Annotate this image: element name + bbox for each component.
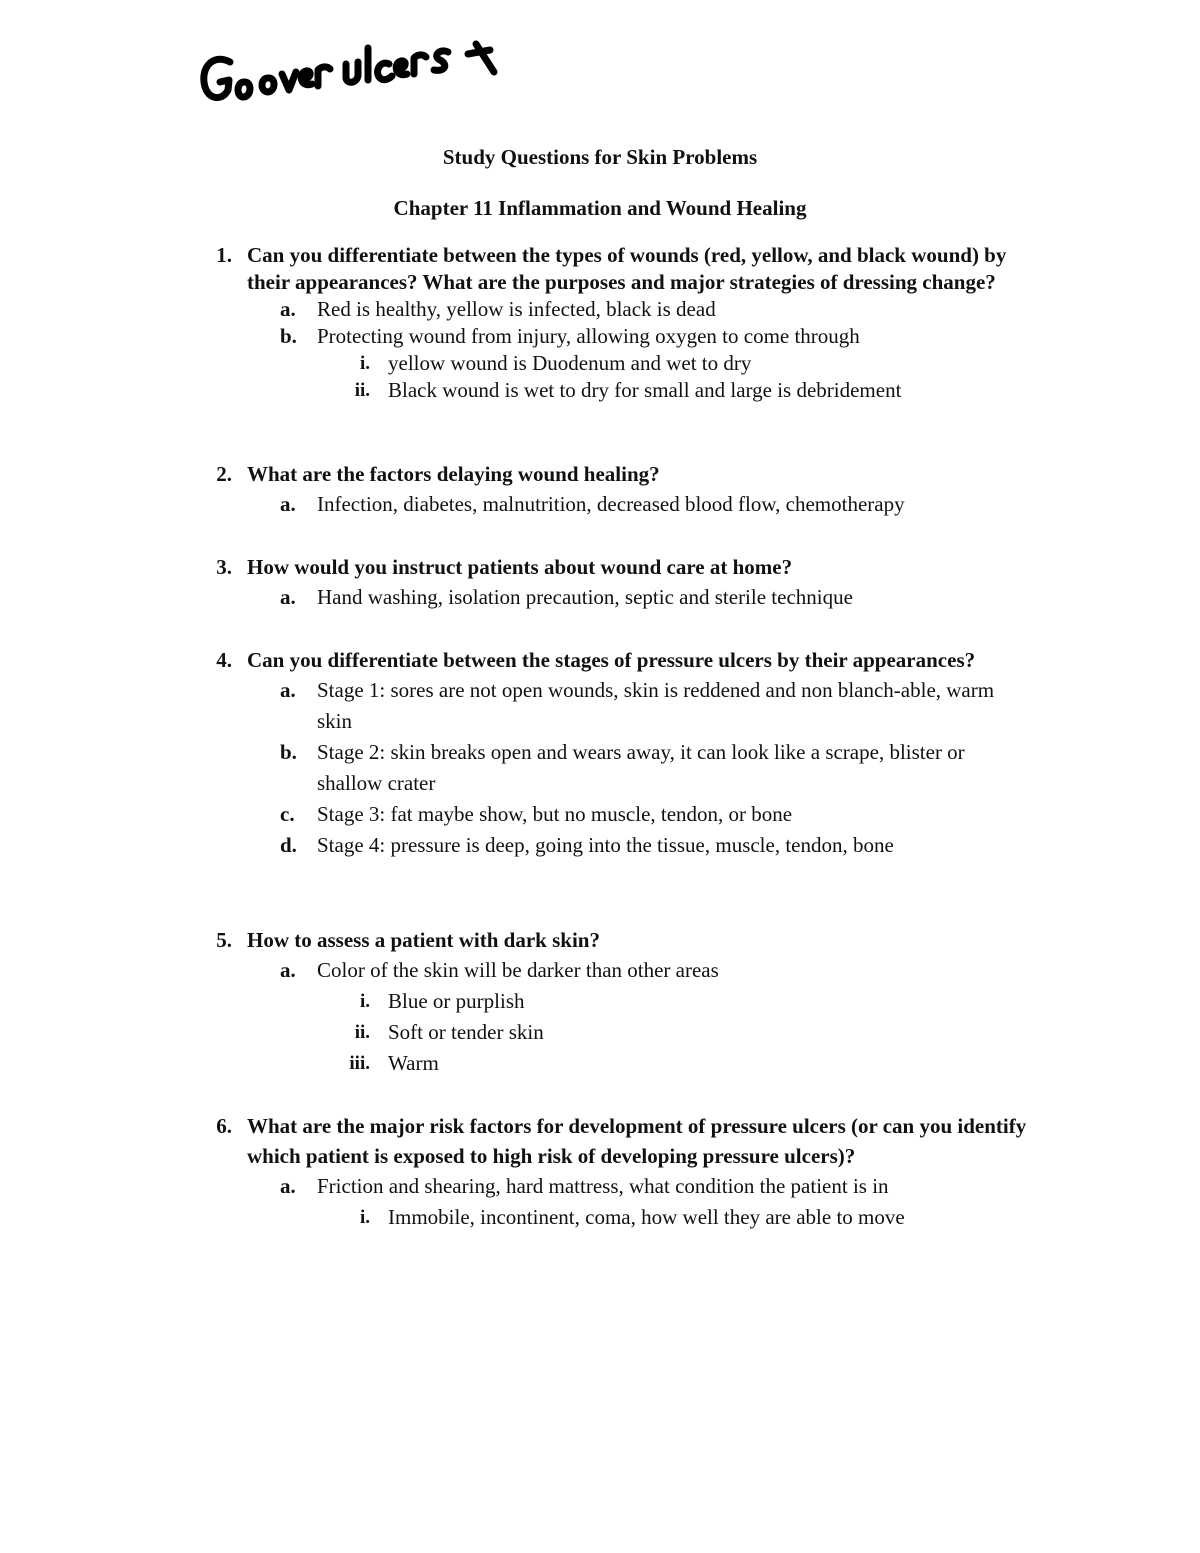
question-number: 4. [216,648,232,672]
answer-text: Stage 3: fat maybe show, but no muscle, tendon, or bone [317,802,793,826]
question-4 [204,645,1034,861]
question-5 [204,925,1034,1079]
answer-text: Color of the skin will be darker than other areas [317,958,719,982]
answer-item [204,799,1034,830]
answer-text: Stage 1: sores are not open wounds, skin is reddened and non blanch-able, warm skin [317,678,995,733]
sub-answer-label: ii. [354,1022,370,1043]
sub-answer-label: i. [359,991,370,1012]
question-text: 2. What are the factors delaying wound healing? [204,459,1034,489]
question-text: 4. Can you differentiate between the stages of pressure ulcers by their appearances? [204,645,1034,675]
answer-label: a. [280,297,296,321]
question-text: 5. How to assess a patient with dark skin? [204,925,1034,955]
question-number: 3. [216,555,232,579]
answer-label: a. [280,678,296,702]
answer-item [204,675,1034,737]
answer-label: a. [280,492,296,516]
answer-label: a. [280,585,296,609]
sub-answer-text: Black wound is wet to dry for small and large is debridement [388,378,902,402]
answer-label: d. [280,833,297,857]
sub-answer-text: Immobile, incontinent, coma, how well they are able to move [388,1205,905,1229]
question-number: 2. [216,462,232,486]
answer-text: Stage 4: pressure is deep, going into the tissue, muscle, tendon, bone [317,833,894,857]
question-6 [204,1111,1034,1233]
answer-label: a. [280,958,296,982]
answer-item [204,296,1034,323]
question-number: 1. [216,243,232,267]
question-text: 3. How would you instruct patients about wound care at home? [204,552,1034,582]
answer-item [204,489,1034,520]
question-3 [204,552,1034,613]
answer-item [204,737,1034,799]
question-text: 1. Can you differentiate between the types of wounds (red, yellow, and black wound) by their appearances? What are the purposes and major strategies of dressing change? [204,242,1034,296]
handwritten-note [196,34,516,114]
answer-label: a. [280,1174,296,1198]
answer-text: Infection, diabetes, malnutrition, decreased blood flow, chemotherapy [317,492,905,516]
answer-label: c. [280,802,295,826]
sub-answer-text: Warm [388,1051,439,1075]
sub-answer-item [204,1048,1034,1079]
answer-item [204,830,1034,861]
answer-item [204,955,1034,986]
sub-answer-text: Soft or tender skin [388,1020,544,1044]
question-text: 6. What are the major risk factors for development of pressure ulcers (or can you identify which patient is exposed to high risk of developing pressure ulcers)? [204,1111,1034,1171]
answer-item [204,323,1034,350]
sub-answer-item [204,350,1034,377]
answer-item [204,582,1034,613]
sub-answer-label: i. [359,353,370,374]
answer-text: Hand washing, isolation precaution, septic and sterile technique [317,585,853,609]
sub-answer-label: ii. [354,380,370,401]
sub-answer-item [204,377,1034,404]
sub-answer-text: yellow wound is Duodenum and wet to dry [388,351,752,375]
chapter-heading: Chapter 11 Inflammation and Wound Healing [393,196,807,220]
sub-answer-item [204,986,1034,1017]
answer-text: Friction and shearing, hard mattress, what condition the patient is in [317,1174,889,1198]
question-number: 6. [216,1114,232,1138]
sub-answer-label: i. [359,1207,370,1228]
answer-text: Stage 2: skin breaks open and wears away, it can look like a scrape, blister or shallow crater [317,740,965,795]
sub-answer-item [204,1202,1034,1233]
answer-text: Red is healthy, yellow is infected, black is dead [317,297,716,321]
answer-label: b. [280,740,297,764]
sub-answer-item [204,1017,1034,1048]
answer-label: b. [280,324,297,348]
document-title: Study Questions for Skin Problems [442,145,758,169]
question-1 [204,242,1034,404]
sub-answer-text: Blue or purplish [388,989,525,1013]
answer-item [204,1171,1034,1202]
question-number: 5. [216,928,232,952]
sub-answer-label: iii. [349,1053,370,1074]
handwritten-note-scribble [196,34,516,114]
question-2 [204,459,1034,520]
answer-text: Protecting wound from injury, allowing oxygen to come through [317,324,860,348]
